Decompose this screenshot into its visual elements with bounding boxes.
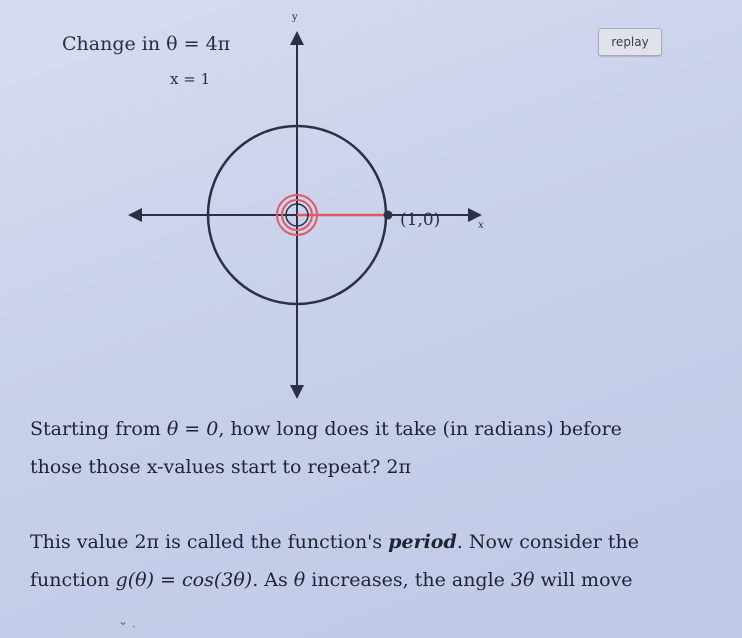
period-paragraph: This value 2π is called the function's period. Now consider the function g(θ) = cos(3θ). As θ increases, the angle 3θ will move (30, 531, 640, 591)
theta-zero-math: θ = 0 (166, 418, 219, 440)
x-value-label: x = 1 (170, 70, 211, 88)
angle-math: 3θ (510, 569, 535, 591)
footer-mark: ⌄ ˎ (118, 614, 136, 628)
function-math: g(θ) = cos(3θ) (115, 569, 253, 591)
replay-button[interactable]: replay (598, 28, 662, 56)
period-value: 2π (134, 531, 160, 553)
question-paragraph: Starting from θ = 0, how long does it take (in radians) before those those x-values start to repeat? 2π (30, 418, 622, 478)
answer-value: 2π (386, 456, 411, 478)
y-axis-label: y (292, 12, 298, 23)
point-coordinate-label: (1,0) (400, 210, 441, 230)
point-marker (384, 211, 393, 220)
period-term: period (388, 531, 457, 553)
x-axis-label: x (478, 220, 484, 231)
change-in-theta-label: Change in θ = 4π (62, 33, 231, 55)
